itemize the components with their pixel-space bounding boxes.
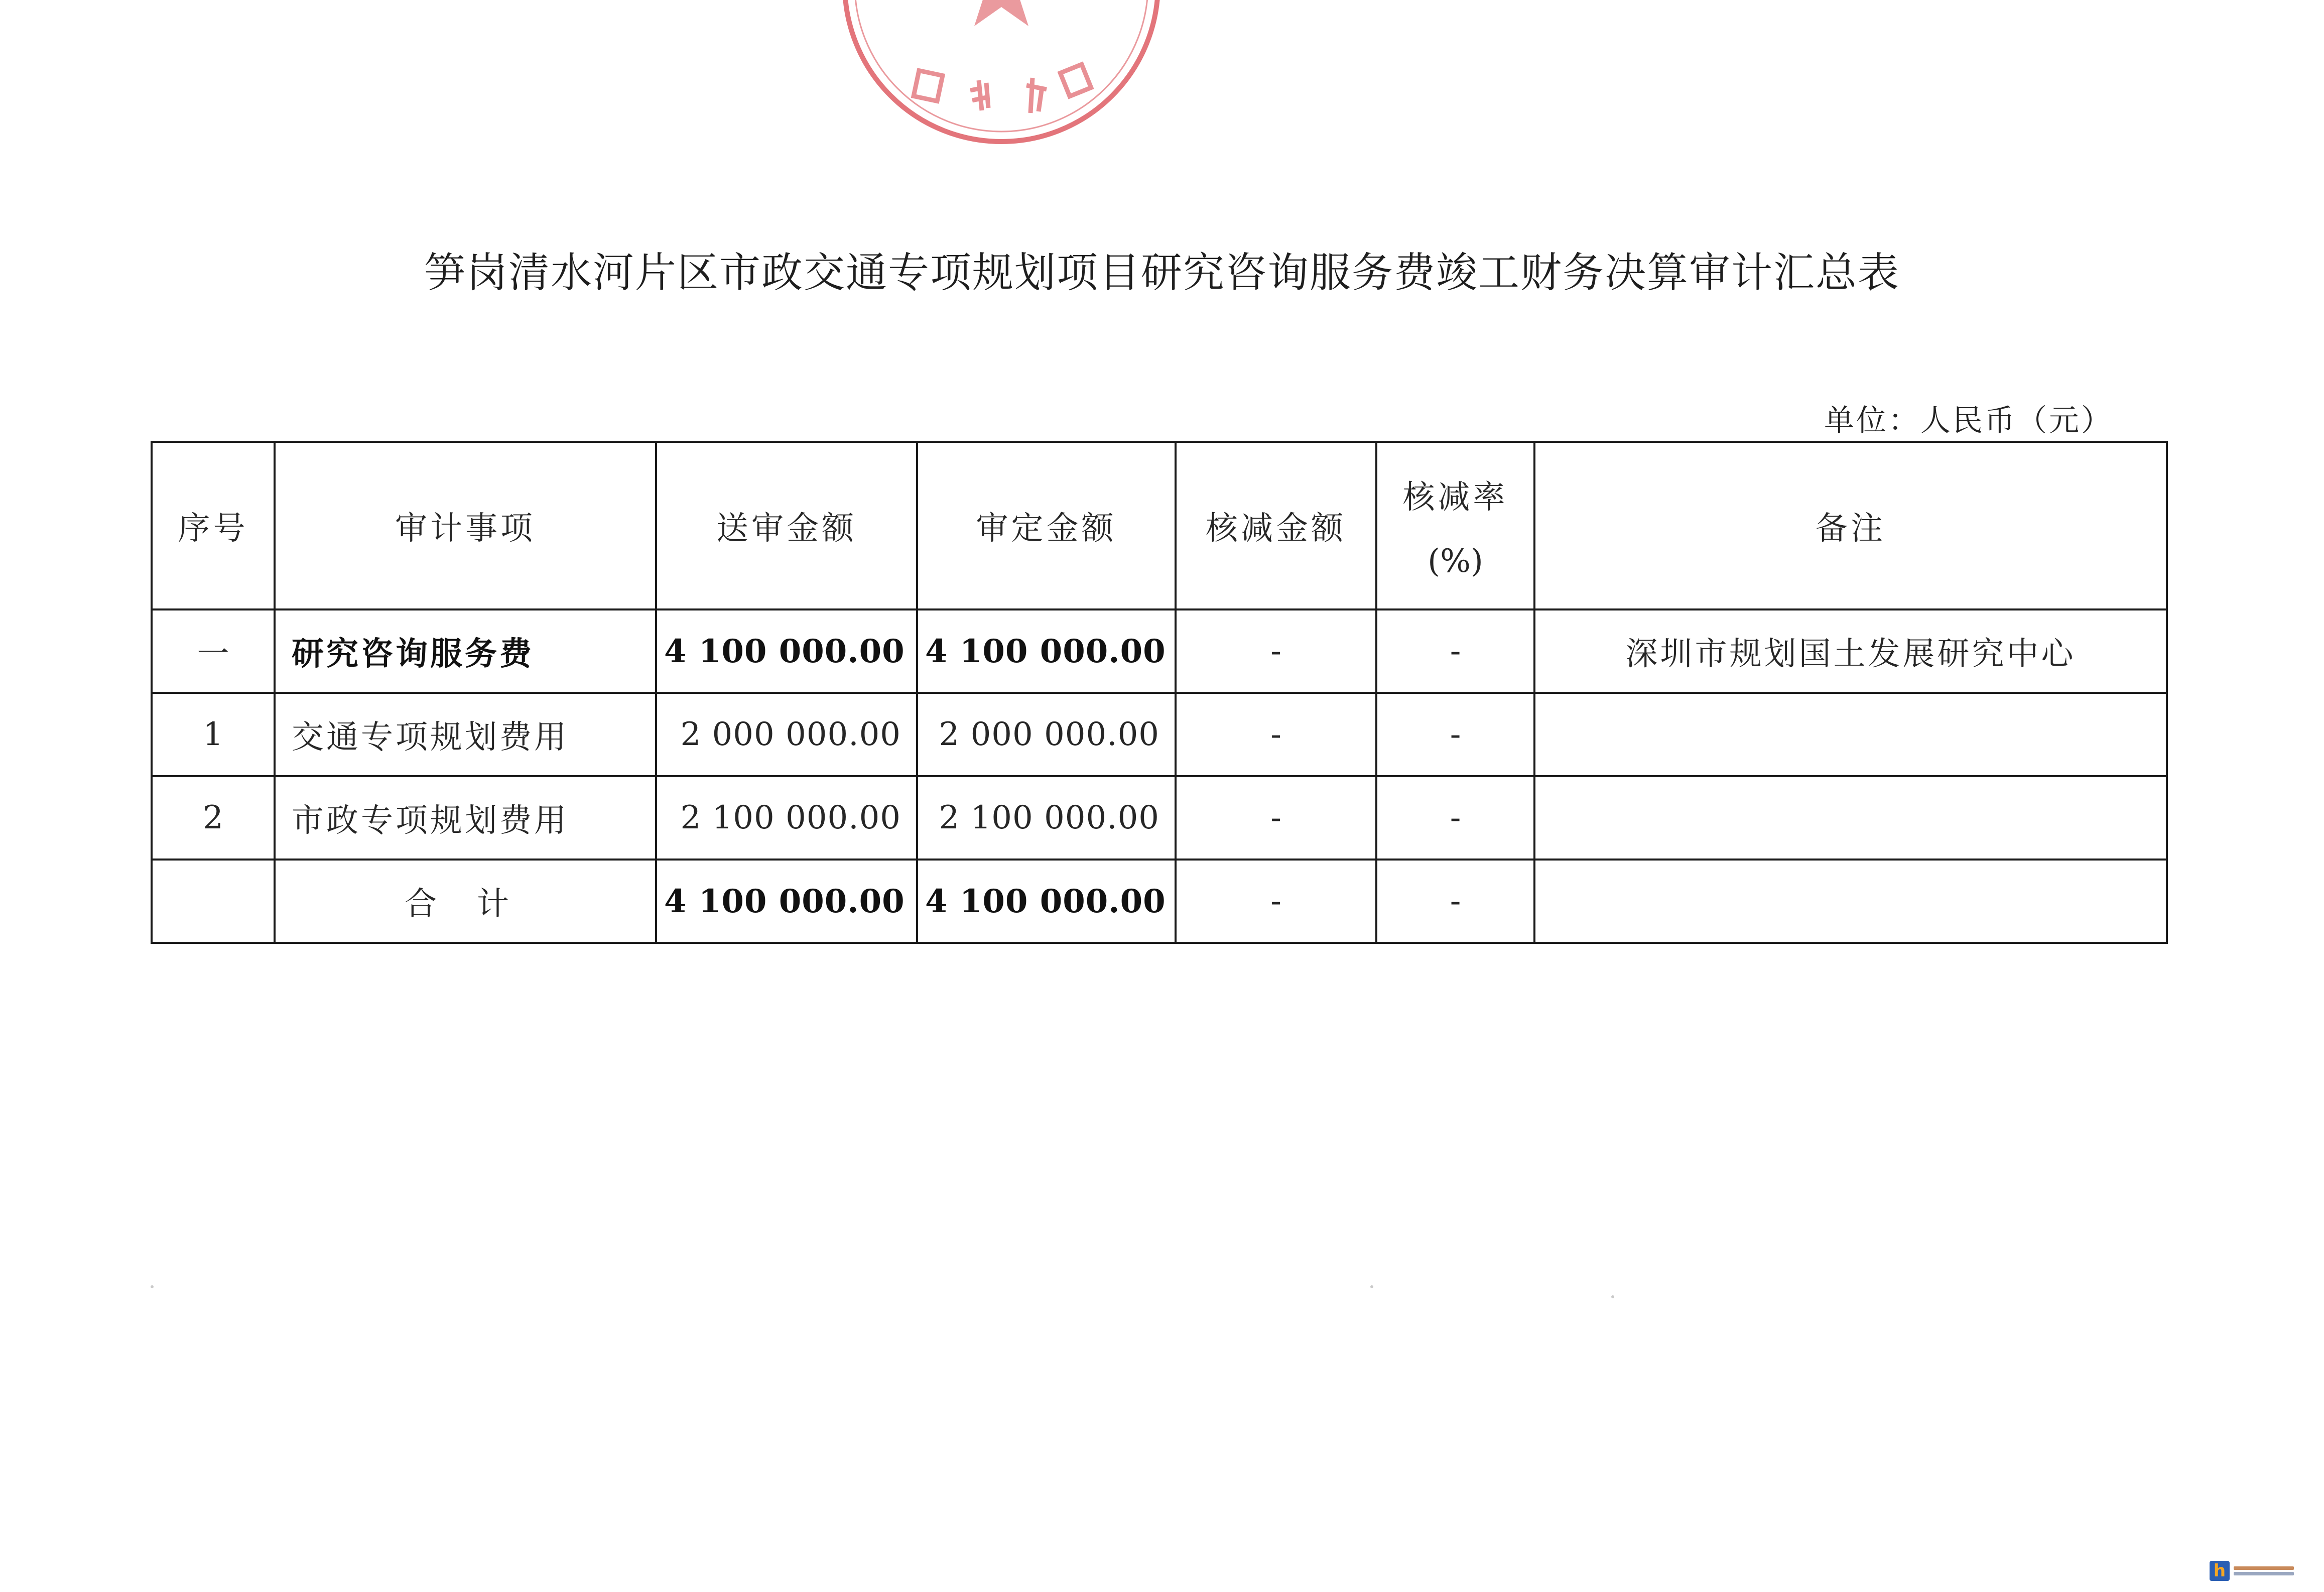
header-remark: 备注 (1534, 442, 2167, 609)
total-rate: - (1376, 860, 1534, 943)
official-seal (836, 0, 1167, 151)
row-reduction: - (1176, 776, 1376, 860)
document-title: 笋岗清水河片区市政交通专项规划项目研究咨询服务费竣工财务决算审计汇总表 (424, 249, 1900, 297)
currency-unit-label: 单位：人民币（元） (1824, 403, 2113, 438)
table-row (152, 693, 2167, 776)
header-seq: 序号 (152, 442, 275, 609)
row-approved: 4 100 000.00 (917, 609, 1176, 693)
row-remark: 深圳市规划国土发展研究中心 (1534, 609, 2167, 693)
header-rate-title: 核减率 (1402, 479, 1508, 516)
row-item: 市政专项规划费用 (275, 776, 656, 860)
scan-speck (1611, 1295, 1614, 1298)
row-reduction: - (1176, 609, 1376, 693)
row-approved: 2 000 000.00 (917, 693, 1176, 776)
row-seq: 1 (152, 693, 275, 776)
row-rate: - (1376, 609, 1534, 693)
total-approved: 4 100 000.00 (917, 860, 1176, 943)
audit-summary-table (151, 441, 2168, 944)
total-seq (152, 860, 275, 943)
row-submitted: 2 000 000.00 (656, 693, 917, 776)
row-reduction: - (1176, 693, 1376, 776)
header-approved: 审定金额 (917, 442, 1176, 609)
header-submitted: 送审金额 (656, 442, 917, 609)
row-remark (1534, 693, 2167, 776)
header-item: 审计事项 (275, 442, 656, 609)
total-submitted: 4 100 000.00 (656, 860, 917, 943)
total-remark (1534, 860, 2167, 943)
row-approved: 2 100 000.00 (917, 776, 1176, 860)
row-item: 研究咨询服务费 (275, 609, 656, 693)
watermark-logo (2210, 1561, 2294, 1581)
row-seq: 2 (152, 776, 275, 860)
table-row (152, 776, 2167, 860)
table-header-row (152, 442, 2167, 609)
row-remark (1534, 776, 2167, 860)
header-reduction: 核减金额 (1176, 442, 1376, 609)
scan-speck (1370, 1285, 1373, 1288)
header-rate (1376, 442, 1534, 609)
total-reduction: - (1176, 860, 1376, 943)
total-label: 合计 (275, 860, 656, 943)
header-rate-unit: (%) (1428, 543, 1483, 580)
row-rate: - (1376, 693, 1534, 776)
table-total-row (152, 860, 2167, 943)
row-submitted: 4 100 000.00 (656, 609, 917, 693)
table-row (152, 609, 2167, 693)
row-seq: 一 (152, 609, 275, 693)
logo-wordmark (2234, 1566, 2294, 1575)
scan-speck (151, 1285, 154, 1288)
row-item: 交通专项规划费用 (275, 693, 656, 776)
row-rate: - (1376, 776, 1534, 860)
row-submitted: 2 100 000.00 (656, 776, 917, 860)
logo-icon: h (2210, 1561, 2230, 1581)
